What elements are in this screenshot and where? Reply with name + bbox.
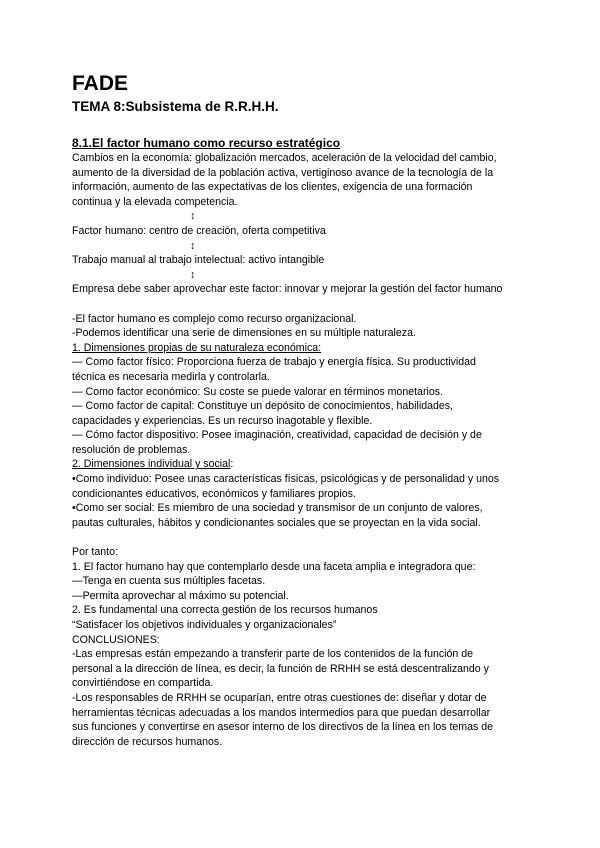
subsection-heading-colon: : xyxy=(230,458,234,471)
updown-arrow-icon: ↕ xyxy=(190,239,196,252)
individual-social-dimensions xyxy=(72,457,532,530)
subsection-heading: 1. Dimensiones propias de su naturaleza económica: xyxy=(72,341,322,354)
conclusions-block xyxy=(72,545,532,749)
economic-dimensions xyxy=(72,341,532,458)
updown-arrow-icon: ↕ xyxy=(190,210,196,223)
text-line: condicionantes educativos, económicos y familiares propios. xyxy=(72,487,356,500)
text-line: resolución de problemas. xyxy=(72,443,191,456)
text-line: técnica es necesaria medirla y controlarla. xyxy=(72,370,270,383)
document-title: FADE xyxy=(72,72,129,95)
subsection-heading xyxy=(72,457,532,472)
chain-line: Trabajo manual al trabajo intelectual: activo intangible xyxy=(72,254,325,267)
text-line: 1. El factor humano hay que contemplarlo desde una faceta amplia e integradora que: xyxy=(72,560,476,573)
document-page xyxy=(72,72,532,749)
text-line: herramientas técnicas adecuadas a los mandos intermedios para que puedan desarrollar xyxy=(72,706,491,719)
text-line: capacidades y experiencias. Es un recurso inagotable y flexible. xyxy=(72,414,373,427)
text-line: -El factor humano es complejo como recurso organizacional. xyxy=(72,312,357,325)
text-line: información, aumento de las expectativas de los clientes, exigencia de una formación xyxy=(72,181,473,194)
text-line: personal a la dirección de línea, es decir, la función de RRHH se está descentralizando y xyxy=(72,662,489,675)
text-line: -Las empresas están empezando a transferir parte de los contenidos de la función de xyxy=(72,648,474,661)
text-line: continua y la elevada competencia. xyxy=(72,195,238,208)
text-line: aumento de la diversidad de la población activa, vertiginoso avance de la tecnología de la xyxy=(72,166,494,179)
text-line: sus funciones y convertirse en asesor interno de los directivos de la línea en los temas de xyxy=(72,721,494,734)
text-line: — Como factor físico: Proporciona fuerza de trabajo y energía física. Su productividad xyxy=(72,356,476,369)
chain-line: Factor humano: centro de creación, oferta competitiva xyxy=(72,224,326,237)
text-line: —Permita aprovechar al máximo su potencial. xyxy=(72,589,289,602)
text-line: pautas culturales, hábitos y condicionantes sociales que se proyectan en la vida social. xyxy=(72,516,481,529)
text-line: -Los responsables de RRHH se ocuparían, entre otras cuestiones de: diseñar y dotar de xyxy=(72,691,487,704)
intro-paragraph xyxy=(72,151,532,209)
section-heading: 8.1.El factor humano como recurso estratégico xyxy=(72,136,341,150)
text-line: Por tanto: xyxy=(72,546,118,559)
text-line: — Como factor de capital: Constituye un depósito de conocimientos, habilidades, xyxy=(72,400,454,413)
complexity-paragraph xyxy=(72,312,532,341)
text-line: •Como individuo: Posee unas características físicas, psicológicas y de personalidad y unos xyxy=(72,473,500,486)
text-line: —Tenga en cuenta sus múltiples facetas. xyxy=(72,575,266,588)
text-line: convirtiéndose en compartida. xyxy=(72,677,214,690)
text-line: Cambios en la economía: globalización mercados, aceleración de la velocidad del cambio, xyxy=(72,152,497,164)
text-line: “Satisfacer los objetivos individuales y organizacionales” xyxy=(72,619,337,631)
subsection-heading-text: 2. Dimensiones individual y social xyxy=(72,458,231,471)
text-line: — Cómo factor dispositivo: Posee imaginación, creatividad, capacidad de decisión y de xyxy=(72,429,482,442)
text-line: dirección de recursos humanos. xyxy=(72,735,223,748)
text-line: •Como ser social: Es miembro de una sociedad y transmisor de un conjunto de valores, xyxy=(72,502,483,515)
updown-arrow-icon: ↕ xyxy=(190,268,196,281)
document-subtitle: TEMA 8:Subsistema de R.R.H.H. xyxy=(72,99,279,114)
cause-chain xyxy=(72,209,532,297)
text-line: CONCLUSIONES: xyxy=(72,633,160,646)
text-line: — Como factor económico: Su coste se puede valorar en términos monetarios. xyxy=(72,385,443,398)
chain-line: Empresa debe saber aprovechar este factor: innovar y mejorar la gestión del factor humano xyxy=(72,283,503,296)
text-line: 2. Es fundamental una correcta gestión de los recursos humanos xyxy=(72,604,378,617)
text-line: -Podemos identificar una serie de dimensiones en su múltiple naturaleza. xyxy=(72,327,416,340)
